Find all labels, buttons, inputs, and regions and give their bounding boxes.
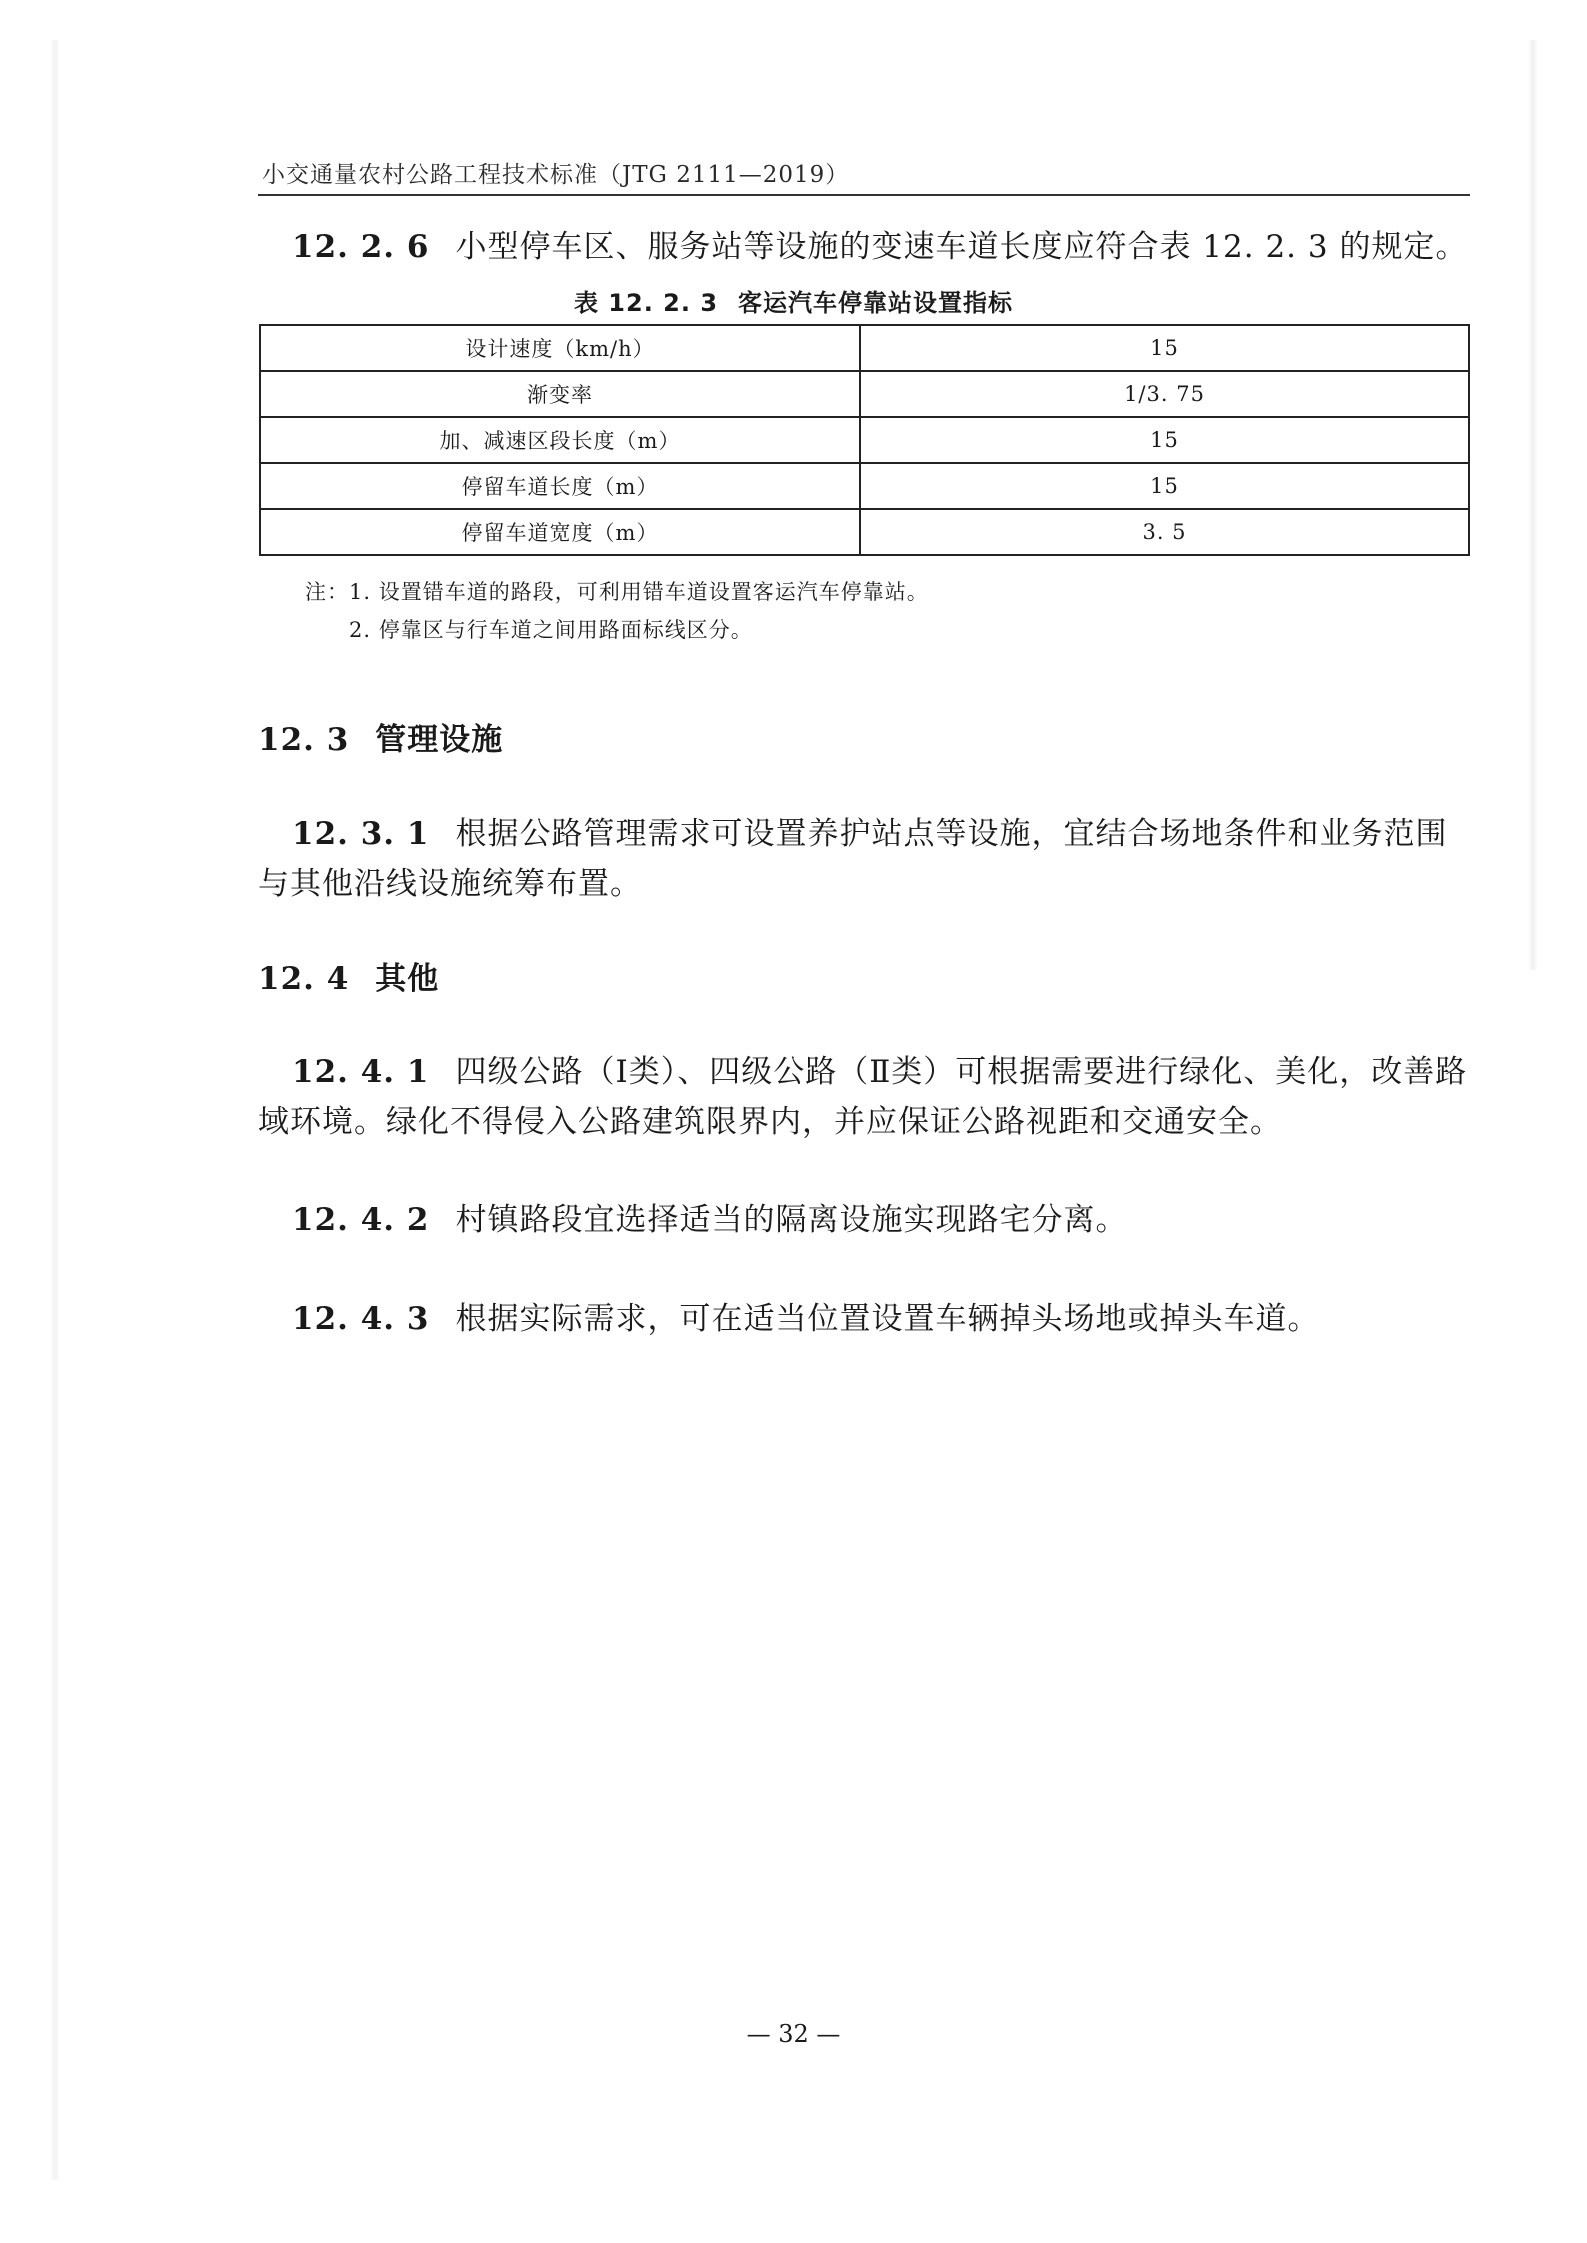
table-note: 注：1. 设置错车道的路段，可利用错车道设置客运汽车停靠站。 (305, 580, 929, 604)
clause-12-4-1 (258, 1047, 1470, 1147)
table-caption-title: 客运汽车停靠站设置指标 (738, 289, 1014, 317)
clause-text: 小型停车区、服务站等设施的变速车道长度应符合表 12. 2. 3 的规定。 (455, 229, 1468, 265)
section-title: 管理设施 (375, 722, 504, 758)
section-heading-12-3 (258, 714, 503, 759)
table-notes (305, 573, 929, 649)
clause-text: 根据实际需求，可在适当位置设置车辆掉头场地或掉头车道。 (455, 1301, 1320, 1337)
table-row (260, 463, 1469, 509)
clause-number: 12. 2. 6 (292, 229, 430, 265)
section-heading-12-4 (258, 953, 439, 998)
table-row (260, 509, 1469, 555)
clause-number: 12. 4. 3 (292, 1301, 430, 1337)
section-number: 12. 4 (258, 961, 350, 997)
clause-12-4-2 (258, 1195, 1470, 1245)
clause-text: 村镇路段宜选择适当的隔离设施实现路宅分离。 (455, 1202, 1128, 1238)
scan-shadow-right (1528, 40, 1538, 970)
table-cell-value: 15 (860, 463, 1469, 509)
section-number: 12. 3 (258, 722, 350, 758)
table-cell-label: 加、减速区段长度（m） (260, 417, 860, 463)
spec-table (259, 324, 1470, 556)
clause-number: 12. 3. 1 (292, 816, 430, 852)
table-note: 2. 停靠区与行车道之间用路面标线区分。 (349, 618, 753, 642)
table-cell-label: 停留车道宽度（m） (260, 509, 860, 555)
clause-number: 12. 4. 1 (292, 1054, 430, 1090)
table-cell-value: 15 (860, 325, 1469, 371)
table-cell-value: 15 (860, 417, 1469, 463)
table-row (260, 325, 1469, 371)
table-row (260, 371, 1469, 417)
section-title: 其他 (375, 961, 440, 997)
table-row (260, 417, 1469, 463)
table-cell-label: 渐变率 (260, 371, 860, 417)
table-cell-label: 停留车道长度（m） (260, 463, 860, 509)
clause-12-3-1 (258, 809, 1470, 909)
header-rule (258, 194, 1470, 196)
clause-text: 根据公路管理需求可设置养护站点等设施，宜结合场地条件和业务范围与其他沿线设施统筹布置。 (258, 816, 1448, 902)
scan-shadow-left (50, 40, 60, 2180)
clause-12-4-3 (258, 1294, 1470, 1344)
table-caption (0, 283, 1587, 318)
page-number: — 32 — (746, 2020, 841, 2048)
running-head: 小交通量农村公路工程技术标准（JTG 2111—2019） (262, 162, 850, 188)
table-caption-number: 表 12. 2. 3 (573, 289, 719, 317)
clause-12-2-6 (258, 222, 1470, 272)
table-cell-value: 3. 5 (860, 509, 1469, 555)
table-cell-label: 设计速度（km/h） (260, 325, 860, 371)
clause-number: 12. 4. 2 (292, 1202, 430, 1238)
table-cell-value: 1/3. 75 (860, 371, 1469, 417)
clause-text: 四级公路（Ⅰ类）、四级公路（Ⅱ类）可根据需要进行绿化、美化，改善路域环境。绿化不得侵入公路建筑限界内，并应保证公路视距和交通安全。 (258, 1054, 1468, 1140)
